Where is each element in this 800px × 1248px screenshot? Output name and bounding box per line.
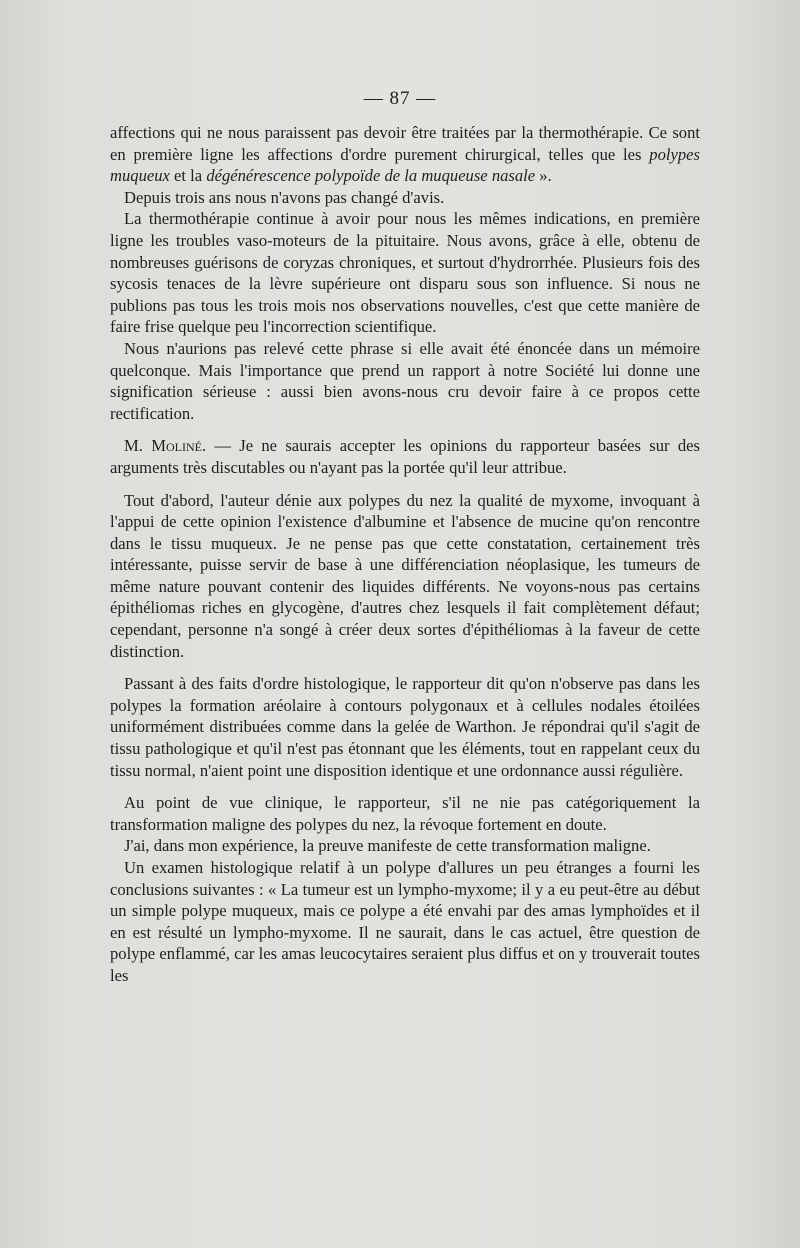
paragraph (110, 187, 700, 209)
paragraph (110, 208, 700, 338)
paragraph (110, 792, 700, 835)
text-run: Passant à des faits d'ordre histologique, le rapporteur dit qu'on n'observe pas dans les polypes la formation aréolaire à contours polygonaux et à cellules nodales étoilées uniformément distribuées comme dans la gelée de Warthon. Je répondrai qu'il s'agit de tissu pathologique et qu'il n'est pas étonnant que les éléments, tout en rappelant ceux du tissu normal, n'aient point une disposition identique et une ordonnance aussi régulière. (110, 674, 700, 780)
text-run: Un examen histologique relatif à un polype d'allures un peu étranges a fourni les conclusions suivantes : « La tumeur est un lympho-myxome; il y a eu peut-être au début un simple polype muqueux, mais ce polype a été envahi par des amas lymphoïdes et il en est résulté un lympho-myxome. Il ne saurait, dans le cas actuel, être question de polype enflammé, car les amas leucocytaires seraient plus diffus et on y trouverait toutes les (110, 858, 700, 985)
italic-term: dégénérescence polypoïde de la muqueuse nasale (206, 166, 536, 186)
text-run: Tout d'abord, l'auteur dénie aux polypes du nez la qualité de myxome, invoquant à l'appui de cette opinion l'existence d'albumine et l'absence de mucine qu'on rencontre dans le tissu muqueux. Je ne pense pas que cette constatation, certainement très intéressante, puisse servir de base à une différenciation néoplasique, les tumeurs de même nature pouvant contenir des liquides différents. Ne voyons-nous pas certains épithéliomas riches en glycogène, d'autres chez lesquels il fait complètement défaut; cependant, personne n'a songé à créer deux sortes d'épithéliomas à la faveur de cette distinction. (110, 490, 700, 661)
paragraph (110, 122, 700, 187)
paragraph (110, 673, 700, 781)
text-run: affections qui ne nous paraissent pas devoir être traitées par la thermothérapie. Ce sont en première ligne les affections d'ordre purement chirurgical, telles que les (110, 123, 700, 164)
text-run: Depuis trois ans nous n'avons pas changé d'avis. (124, 187, 445, 207)
paragraph (110, 857, 700, 987)
body-text (110, 122, 700, 987)
paragraph (110, 835, 700, 857)
text-run: Au point de vue clinique, le rapporteur, s'il ne nie pas catégoriquement la transformation maligne des polypes du nez, la révoque fortement en doute. (110, 793, 700, 834)
text-run: . — Je ne saurais accepter les opinions du rapporteur basées sur des arguments très discutables ou n'ayant pas la portée qu'il leur attribue. (110, 436, 700, 477)
text-run: J'ai, dans mon expérience, la preuve manifeste de cette transformation maligne. (124, 836, 651, 856)
text-run: ». (535, 166, 552, 186)
text-run: M. (124, 436, 152, 456)
paragraph (110, 435, 700, 478)
paragraph (110, 338, 700, 424)
text-run: et la (169, 166, 207, 186)
paragraph (110, 490, 700, 663)
italic-term: polypes muqueux (110, 144, 700, 186)
speaker-name: Moliné (151, 436, 202, 456)
page-number: — 87 — (363, 88, 437, 109)
text-run: Nous n'aurions pas relevé cette phrase si elle avait été énoncée dans un mémoire quelconque. Mais l'importance que prend un rapport à notre Société lui donne une signification sérieuse : aussi bien avons-nous cru devoir faire à ce propos cette rectification. (110, 338, 700, 423)
text-run: La thermothérapie continue à avoir pour nous les mêmes indications, en première ligne les troubles vaso-moteurs de la pituitaire. Nous avons, grâce à elle, obtenu de nombreuses guérisons de coryzas chroniques, et surtout d'hydrorrhée. Plusieurs fois des sycosis tenaces de la lèvre supérieure ont disparu sous son influence. Si nous ne publions pas tous les trois mois nos observations nouvelles, c'est que cette manière de faire frise quelque peu l'incorrection scientifique. (110, 209, 700, 337)
